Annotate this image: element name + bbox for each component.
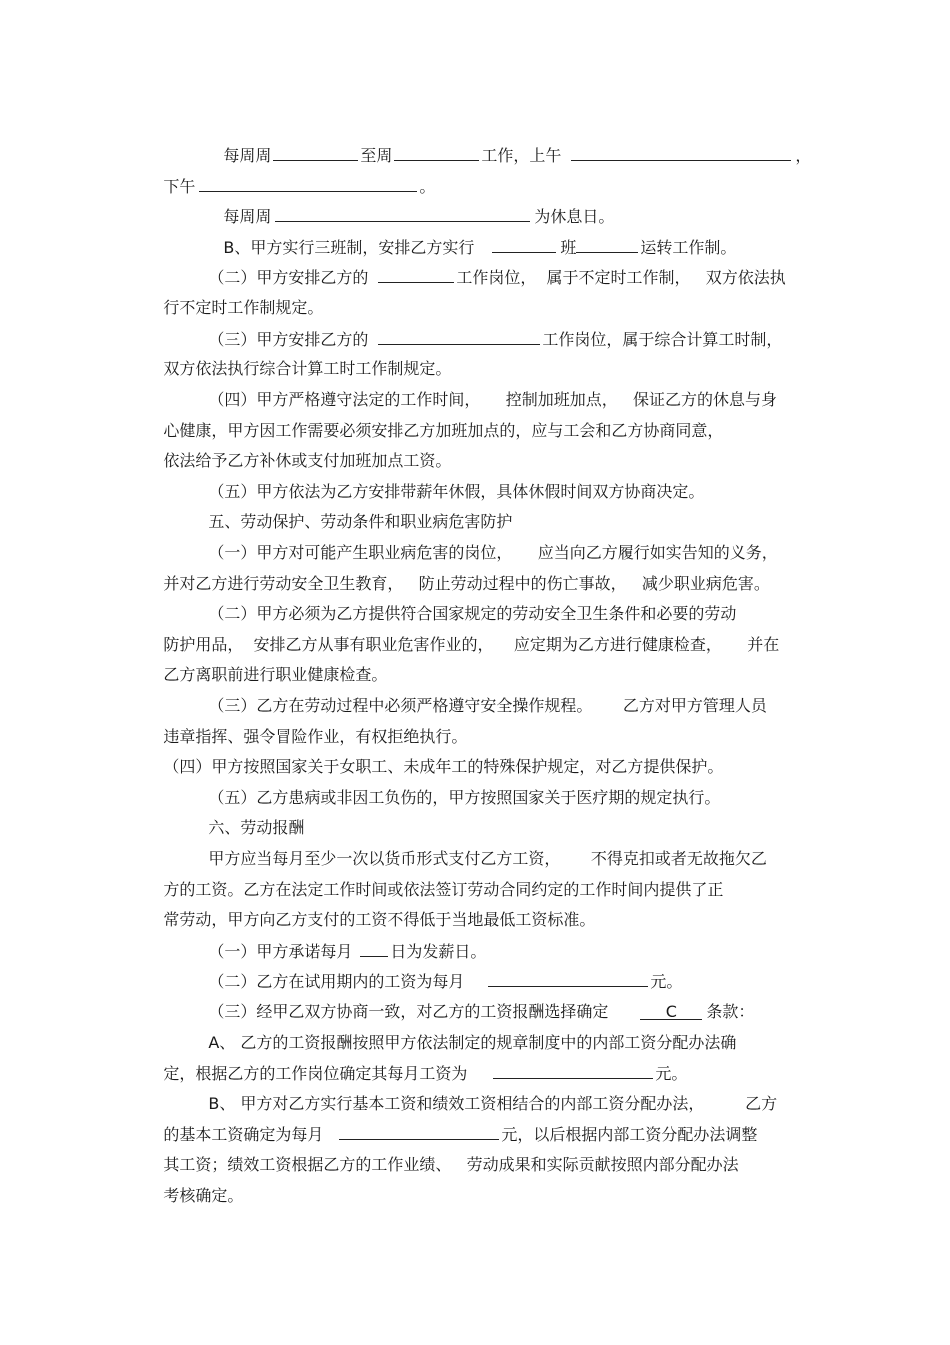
text-line: 每周周 至周 工作，上午 ，	[223, 146, 812, 165]
text-line: （二）乙方在试用期内的工资为每月 元。	[208, 972, 683, 991]
text-line: B、 甲方对乙方实行基本工资和绩效工资相结合的内部工资分配办法， 乙方	[208, 1094, 778, 1113]
text-line: （四）甲方按照国家关于女职工、未成年工的特殊保护规定，对乙方提供保护。	[163, 757, 724, 776]
text-line: （一）甲方对可能产生职业病危害的岗位， 应当向乙方履行如实告知的义务，	[208, 543, 778, 562]
text-line: 下午 。	[163, 177, 436, 196]
text-line: 每周周 为休息日。	[223, 207, 615, 226]
text-line: （三）甲方安排乙方的 工作岗位，属于综合计算工时制，	[208, 330, 783, 349]
text-line: 并对乙方进行劳动安全卫生教育， 防止劳动过程中的伤亡事故， 减少职业病危害。	[163, 574, 770, 593]
text-line: 依法给予乙方补休或支付加班加点工资。	[163, 451, 452, 470]
text-line: A、 乙方的工资报酬按照甲方依法制定的规章制度中的内部工资分配办法确	[208, 1033, 737, 1052]
text-line: （五）乙方患病或非因工负伤的，甲方按照国家关于医疗期的规定执行。	[208, 788, 721, 807]
section-heading: 五、劳动保护、劳动条件和职业病危害防护	[208, 512, 513, 531]
text-line: 双方依法执行综合计算工时工作制规定。	[163, 359, 452, 378]
text-line: 乙方离职前进行职业健康检查。	[163, 665, 388, 684]
text-line: （四）甲方严格遵守法定的工作时间， 控制加班加点， 保证乙方的休息与身	[208, 390, 778, 409]
text-line: 心健康，甲方因工作需要必须安排乙方加班加点的，应与工会和乙方协商同意，	[163, 421, 724, 440]
text-line: 考核确定。	[163, 1186, 244, 1205]
text-line: 甲方应当每月至少一次以货币形式支付乙方工资， 不得克扣或者无故拖欠乙	[208, 849, 767, 868]
text-line: （三）乙方在劳动过程中必须严格遵守安全操作规程。 乙方对甲方管理人员	[208, 696, 767, 715]
text-line: （二）甲方必须为乙方提供符合国家规定的劳动安全卫生条件和必要的劳动	[208, 604, 737, 623]
text-line: （三）经甲乙双方协商一致，对乙方的工资报酬选择确定 C 条款：	[208, 1002, 755, 1021]
text-line: B、甲方实行三班制，安排乙方实行 班 运转工作制。	[223, 238, 737, 257]
text-line: （二）甲方安排乙方的 工作岗位， 属于不定时工作制， 双方依法执	[208, 268, 786, 287]
text-line: （一）甲方承诺每月 日为发薪日。	[208, 942, 487, 961]
text-line: （五）甲方依法为乙方安排带薪年休假，具体休假时间双方协商决定。	[208, 482, 705, 501]
choice-field: C	[640, 1004, 702, 1020]
blank-field	[571, 145, 791, 161]
text-line: 常劳动，甲方向乙方支付的工资不得低于当地最低工资标准。	[163, 910, 596, 929]
text-line: 违章指挥、强令冒险作业，有权拒绝执行。	[163, 727, 468, 746]
text-line: 方的工资。乙方在法定工作时间或依法签订劳动合同约定的工作时间内提供了正	[163, 880, 724, 899]
text-line: 的基本工资确定为每月 元，以后根据内部工资分配办法调整	[163, 1125, 758, 1144]
text-line: 其工资；绩效工资根据乙方的工作业绩、 劳动成果和实际贡献按照内部分配办法	[163, 1155, 739, 1174]
text-line: 防护用品， 安排乙方从事有职业危害作业的， 应定期为乙方进行健康检查， 并在	[163, 635, 780, 654]
blank-field	[378, 267, 454, 283]
text-line: 行不定时工作制规定。	[163, 298, 324, 317]
text-line: 定，根据乙方的工作岗位确定其每月工资为 元。	[163, 1064, 688, 1083]
section-heading: 六、劳动报酬	[208, 818, 305, 837]
